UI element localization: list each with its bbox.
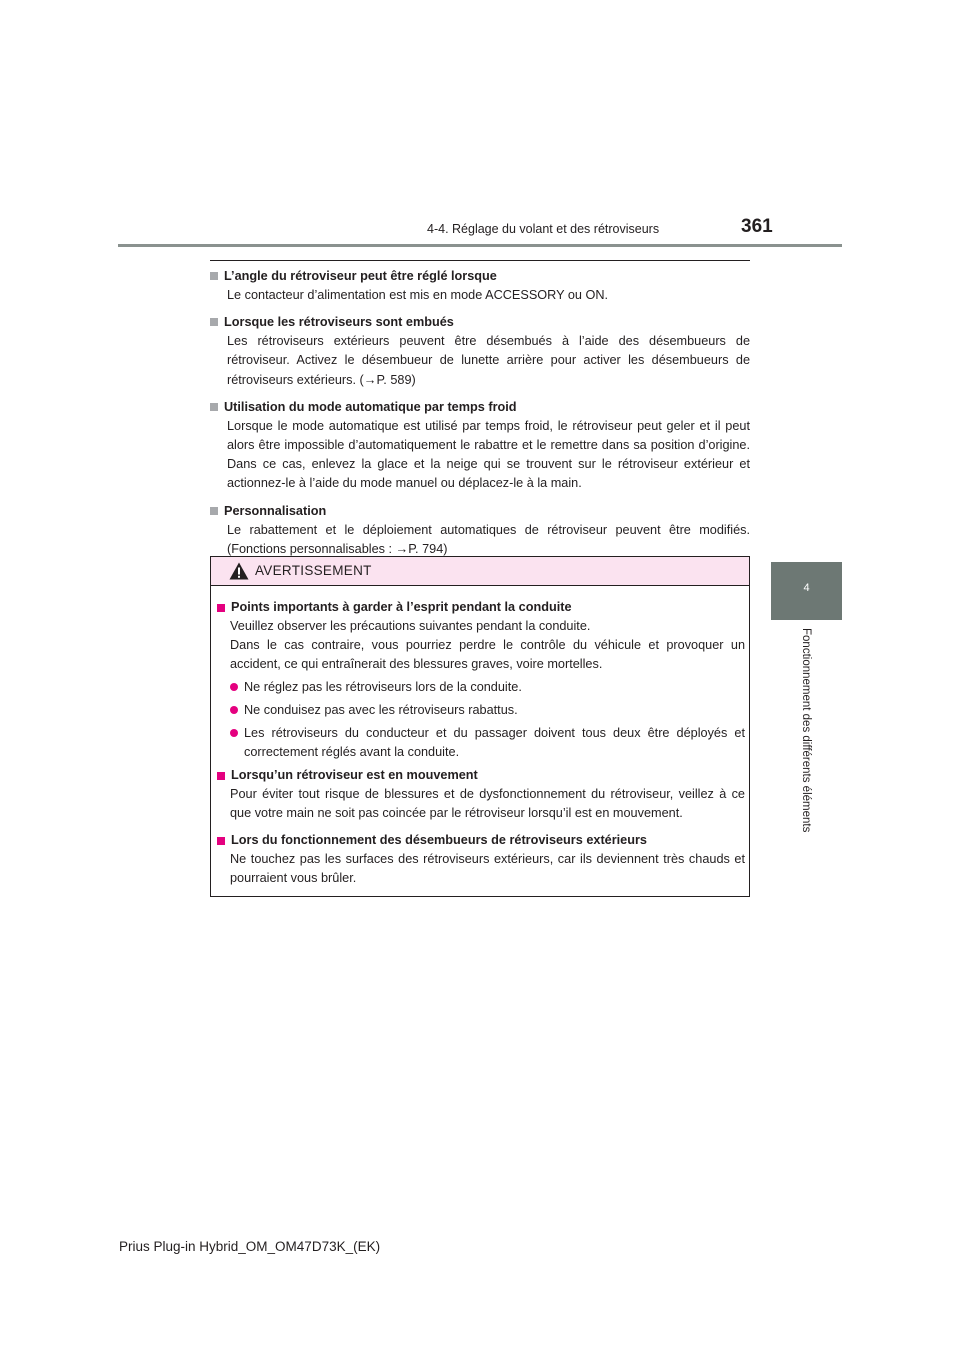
warning-triangle-icon — [229, 562, 249, 580]
warning-body — [217, 598, 745, 892]
dot-bullet-icon — [230, 706, 238, 714]
square-bullet-icon — [210, 318, 218, 326]
warning-box — [210, 556, 750, 897]
page-number: 361 — [741, 216, 773, 237]
warning-heading: Lors du fonctionnement des désembueurs de rétroviseurs extérieurs — [231, 833, 647, 847]
section-block — [210, 397, 750, 494]
section-heading: Utilisation du mode automatique par temps froid — [224, 399, 517, 414]
chapter-tab — [771, 562, 842, 620]
section-block — [210, 501, 750, 559]
section-heading: Personnalisation — [224, 503, 327, 518]
square-bullet-icon — [210, 403, 218, 411]
square-bullet-icon — [210, 272, 218, 280]
chapter-title-text: Fonctionnement des différents éléments — [800, 628, 812, 833]
section-block — [210, 266, 750, 305]
section-body: Les rétroviseurs extérieurs peuvent être désembués à l’aide des désembueurs de rétroviseur. Activez le désembueur de lunette arrière pour activer les désembueurs de rétroviseurs extérieurs. (→P. 589) — [227, 334, 750, 387]
section-body: Le contacteur d’alimentation est mis en mode ACCESSORY ou ON. — [227, 288, 609, 302]
warning-text: Dans le cas contraire, vous pourriez perdre le contrôle du véhicule et provoquer un accident, ce qui entraînerait des blessures graves, voire mortelles. — [230, 638, 745, 671]
section-title: 4-4. Réglage du volant et des rétroviseurs — [427, 222, 660, 236]
section-heading: L’angle du rétroviseur peut être réglé lorsque — [224, 269, 497, 283]
header-rule — [118, 244, 842, 247]
section-body: Lorsque le mode automatique est utilisé par temps froid, le rétroviseur peut geler et il peut alors être impossible d’automatiquement le rabattre et le remettre dans sa position d’origine. Dans ce cas, enlevez la glace et la neige qui se trouvent sur le rétroviseur extérieur et actionnez-le à l’aide du mode manuel ou déplacez-le à la main. — [227, 418, 750, 491]
warning-bullet: Ne réglez pas les rétroviseurs lors de la conduite. — [217, 678, 745, 697]
chapter-number: 4 — [803, 582, 810, 594]
section-body: Le rabattement et le déploiement automatiques de rétroviseur peuvent être modifiés. (Fonctions personnalisables : →P. 794) — [227, 522, 750, 556]
warning-text: Veuillez observer les précautions suivantes pendant la conduite. — [230, 619, 591, 633]
square-bullet-icon — [210, 507, 218, 515]
section-heading: Lorsque les rétroviseurs sont embués — [224, 315, 454, 330]
warning-heading: Points importants à garder à l’esprit pendant la conduite — [231, 600, 572, 614]
warning-title: AVERTISSEMENT — [255, 563, 372, 578]
document-footer: Prius Plug-in Hybrid_OM_OM47D73K_(EK) — [119, 1239, 381, 1254]
warning-heading: Lorsqu’un rétroviseur est en mouvement — [231, 768, 478, 782]
warning-bullet: Les rétroviseurs du conducteur et du passager doivent tous deux être déployés et correctement réglés avant la conduite. — [217, 724, 745, 762]
chapter-title — [796, 628, 814, 858]
warning-bullet: Ne conduisez pas avec les rétroviseurs rabattus. — [217, 701, 745, 720]
section-block — [210, 312, 750, 390]
square-bullet-icon — [217, 837, 225, 845]
dot-bullet-icon — [230, 683, 238, 691]
warning-text: Pour éviter tout risque de blessures et de dysfonctionnement du rétroviseur, veillez à ce que votre main ne soit pas coincée par le rétroviseur lorsqu’il est en mouvement. — [230, 787, 745, 820]
square-bullet-icon — [217, 604, 225, 612]
square-bullet-icon — [217, 772, 225, 780]
dot-bullet-icon — [230, 729, 238, 737]
warning-text: Ne touchez pas les surfaces des rétroviseurs extérieurs, car ils deviennent très chauds et pourraient vous brûler. — [230, 852, 745, 885]
warning-header — [211, 557, 749, 586]
main-content — [210, 266, 750, 566]
content-rule — [210, 260, 750, 261]
